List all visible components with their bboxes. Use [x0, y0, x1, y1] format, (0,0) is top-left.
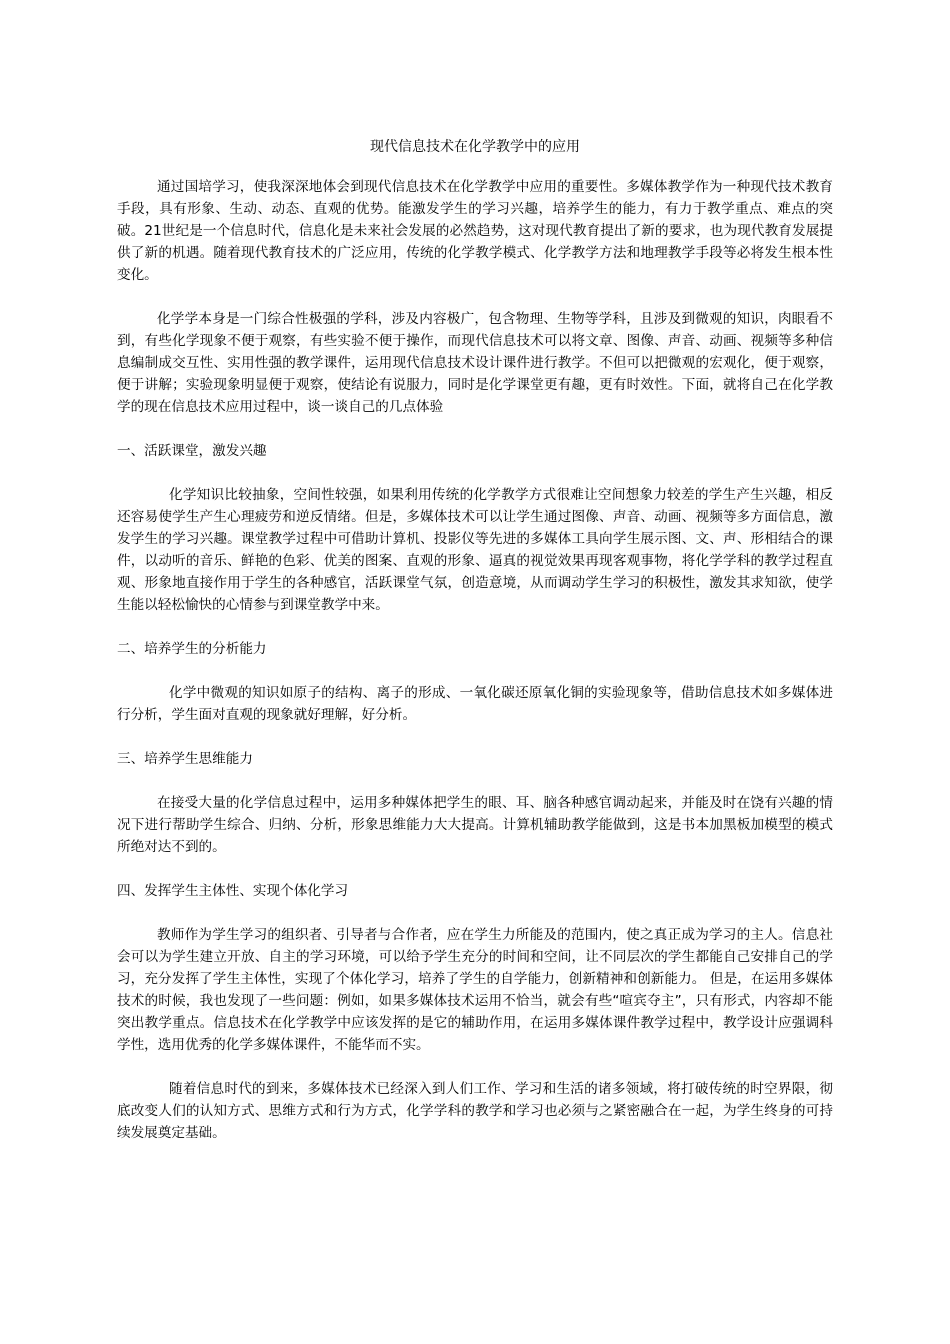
section-heading-4: 四、发挥学生主体性、实现个体化学习: [117, 883, 349, 899]
section-4-paragraph-2: 随着信息时代的到来，多媒体技术已经深入到人们工作、学习和生活的诸多领域，将打破传统的时空界限，彻底改变人们的认知方式、思维方式和行为方式，化学学科的教学和学习也必须与之紧密融合在一起，为学生终身的可持续发展奠定基础。: [117, 1081, 833, 1141]
intro-paragraph-2: 化学学本身是一门综合性极强的学科，涉及内容极广，包含物理、生物等学科，且涉及到微观的知识，肉眼看不到，有些化学现象不便于观察，有些实验不便于操作，而现代信息技术可以将文章、图像、声音、动画、视频等多种信息编制成交互性、实用性强的教学课件，运用现代信息技术设计课件进行教学。不但可以把微观的宏观化，便于观察，便于讲解；实验现象明显便于观察，使结论有说服力，同时是化学课堂更有趣，更有时效性。下面，就将自己在化学教学的现在信息技术应用过程中，谈一谈自己的几点体验: [117, 311, 833, 415]
intro-paragraph-1: 通过国培学习，使我深深地体会到现代信息技术在化学教学中应用的重要性。多媒体教学作为一种现代技术教育手段，具有形象、生动、动态、直观的优势。能激发学生的学习兴趣，培养学生的能力，有力于教学重点、难点的突破。21世纪是一个信息时代，信息化是未来社会发展的必然趋势，这对现代教育提出了新的要求，也为现代教育发展提供了新的机遇。随着现代教育技术的广泛应用，传统的化学教学模式、化学教学方法和地理教学手段等必将发生根本性变化。: [117, 179, 833, 283]
section-2-paragraph: 化学中微观的知识如原子的结构、离子的形成、一氧化碳还原氧化铜的实验现象等，借助信息技术如多媒体进行分析，学生面对直观的现象就好理解，好分析。: [117, 685, 833, 723]
section-heading-1: 一、活跃课堂，激发兴趣: [117, 443, 267, 459]
document-body: [117, 176, 833, 1166]
section-4-paragraph-1: 教师作为学生学习的组织者、引导者与合作者，应在学生力所能及的范围内，使之真正成为学习的主人。信息社会可以为学生建立开放、自主的学习环境，可以给予学生充分的时间和空间，让不同层次的学生都能自己安排自己的学习，充分发挥了学生主体性，实现了个体化学习，培养了学生的自学能力，创新精神和创新能力。 但是，在运用多媒体技术的时候，我也发现了一些问题：例如，如果多媒体技术运用不恰当，就会有些“喧宾夺主”，只有形式，内容却不能突出教学重点。信息技术在化学教学中应该发挥的是它的辅助作用，在运用多媒体课件教学过程中，教学设计应强调科学性，选用优秀的化学多媒体课件，不能华而不实。: [117, 927, 833, 1053]
section-1-paragraph: 化学知识比较抽象，空间性较强，如果利用传统的化学教学方式很难让空间想象力较差的学生产生兴趣，相反还容易使学生产生心理疲劳和逆反情绪。但是，多媒体技术可以让学生通过图像、声音、动画、视频等多方面信息，激发学生的学习兴趣。课堂教学过程中可借助计算机、投影仪等先进的多媒体工具向学生展示图、文、声、形相结合的课件，以动听的音乐、鲜艳的色彩、优美的图案、直观的形象、逼真的视觉效果再现客观事物，将化学学科的教学过程直观、形象地直接作用于学生的各种感官，活跃课堂气氛，创造意境，从而调动学生学习的积极性，激发其求知欲，使学生能以轻松愉快的心情参与到课堂教学中来。: [117, 487, 833, 613]
document-title: 现代信息技术在化学教学中的应用: [370, 139, 580, 155]
section-3-paragraph: 在接受大量的化学信息过程中，运用多种媒体把学生的眼、耳、脑各种感官调动起来，并能及时在饶有兴趣的情况下进行帮助学生综合、归纳、分析，形象思维能力大大提高。计算机辅助教学能做到，这是书本加黑板加模型的模式所绝对达不到的。: [117, 795, 833, 855]
section-heading-2: 二、培养学生的分析能力: [117, 641, 267, 657]
section-heading-3: 三、培养学生思维能力: [117, 751, 253, 767]
